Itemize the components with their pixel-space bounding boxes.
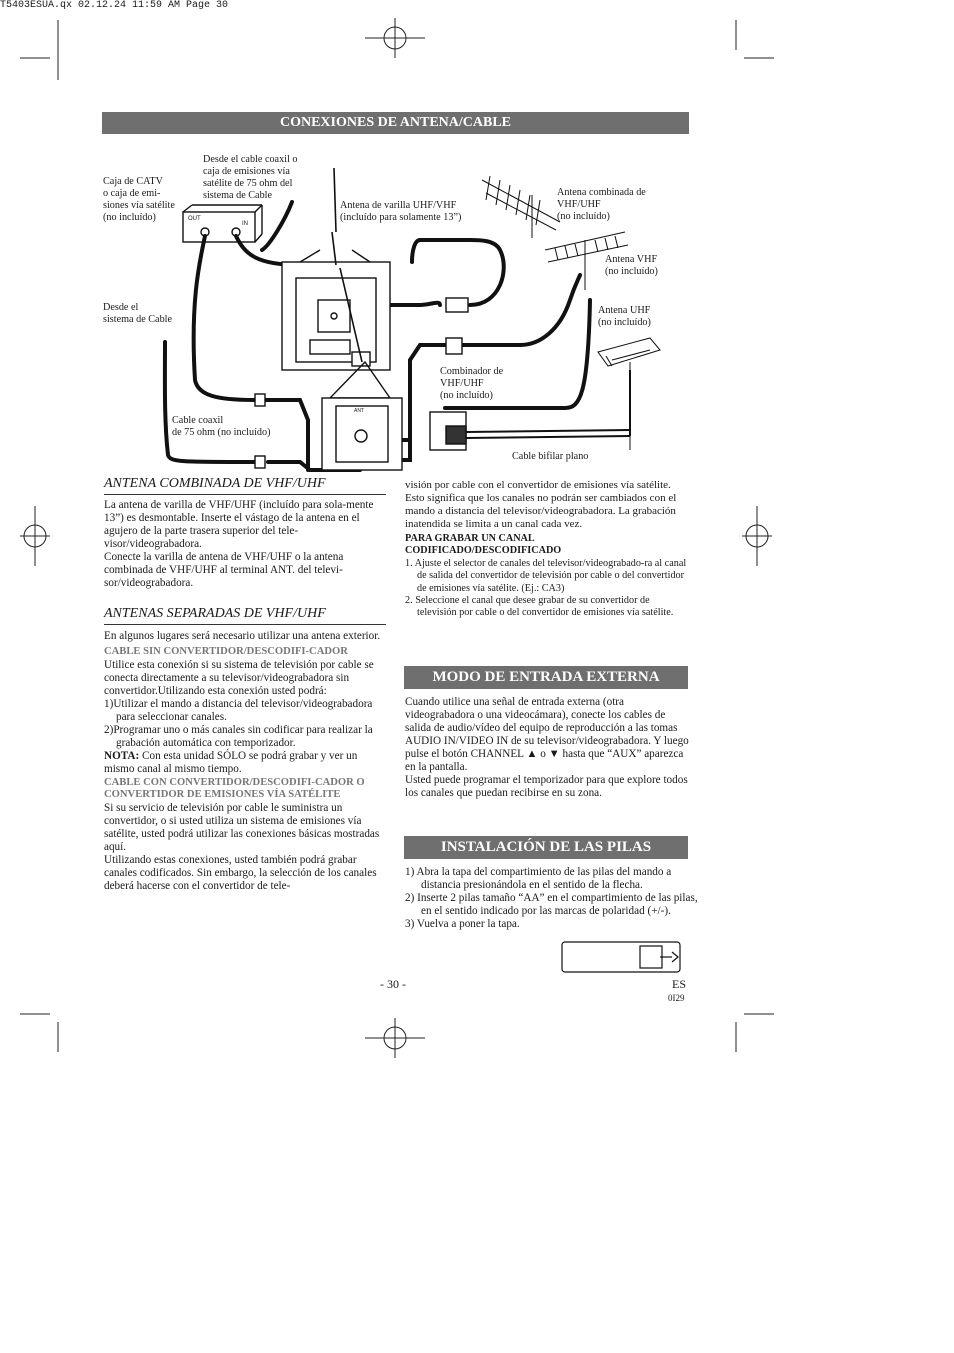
label-from-cable: Desde el sistema de Cable — [103, 302, 173, 325]
list-item-1: 1)Utilizar el mando a distancia del televisor/videograbadora para seleccionar canales. — [104, 698, 373, 723]
document-code: 0I29 — [668, 993, 685, 1003]
battery-step-3: 3) Vuelva a poner la tapa. — [405, 918, 520, 930]
battery-steps — [405, 866, 698, 931]
label-rod-antenna: Antena de varilla UHF/VHF (incluído para solamente 13”) — [340, 200, 462, 223]
remote-illustration — [562, 942, 680, 972]
left-column-bottom — [104, 630, 386, 893]
para-no-converter: Utilice esta conexión si su sistema de televisión por cable se conecta directamente a su televisor/videograbadora sin convertidor.Utilizando esta conexión usted podrá: — [104, 659, 374, 697]
list-item-2: 2)Programar uno o más canales sin codificar para realizar la grabación automática con temporizador. — [104, 724, 373, 749]
label-catv-box: Caja de CATV o caja de emi- siones vía satélite (no incluído) — [103, 176, 175, 223]
left-column-top — [104, 499, 386, 590]
note-label: NOTA: — [104, 750, 140, 762]
label-box-out: OUT — [188, 216, 201, 222]
header-batteries: INSTALACIÓN DE LAS PILAS — [404, 836, 688, 859]
para-converter-service: Si su servicio de televisión por cable le suministra un convertidor, o si usted utiliza un sistema de emisiones vía satélite, usted podrá utilizar las conexiones básicas mostradas aquí. — [104, 802, 380, 853]
battery-step-2: 2) Inserte 2 pilas tamaño “AA” en el compartimiento de las pilas, en el sentido indicado por las marcas de polaridad (+/-). — [405, 892, 698, 917]
label-combiner: Combinador de VHF/UHF (no incluído) — [440, 366, 504, 401]
para-channel-limit: visión por cable con el convertidor de emisiones vía satélite. Esto significa que los canales no podrán ser cambiados con el mando a distancia del televisor/videograbadora. La grabación inatendida se limita a un canal cada vez. — [405, 479, 677, 530]
combiner — [430, 412, 466, 450]
para-coded-channels: Utilizando estas conexiones, usted también podrá grabar canales codificados. Sin embargo, la selección de los canales deberá hacerse con el convertidor de tele- — [104, 854, 377, 892]
para-timer-scan: Usted puede programar el temporizador para que explore todos los canales que puedan recibirse en su zona. — [405, 774, 688, 799]
label-uhf-antenna: Antena UHF (no incluído) — [598, 305, 651, 328]
sub-record-coded: PARA GRABAR UN CANAL CODIFICADO/DESCODIFICADO — [405, 533, 562, 557]
page-number: - 30 - — [380, 977, 406, 991]
tv-back — [282, 250, 390, 370]
sub-no-converter: CABLE SIN CONVERTIDOR/DESCODIFI-CADOR — [104, 646, 348, 657]
label-ant-tag: ANT — [354, 408, 364, 414]
ant-zoom — [322, 362, 402, 470]
external-text — [405, 696, 689, 800]
label-from-coax: Desde el cable coaxil o caja de emisiones vía satélite de 75 ohm del sistema de Cable — [203, 154, 298, 201]
header-antenna-cable: CONEXIONES DE ANTENA/CABLE — [102, 112, 689, 134]
record-step-2: 2. Seleccione el canal que desee grabar de su convertidor de televisión por cable o del convertidor de emisiones vía satélite. — [405, 595, 674, 619]
para-note — [104, 750, 386, 776]
catv-box — [183, 205, 262, 242]
sub-with-converter: CABLE CON CONVERTIDOR/DESCODIFI-CADOR O CONVERTIDOR DE EMISIONES VÍA SATÉLITE — [104, 777, 365, 800]
language-code: ES — [672, 977, 687, 991]
battery-step-1: 1) Abra la tapa del compartimiento de las pilas del mando a distancia presionándola en el sentido de la flecha. — [405, 866, 672, 891]
header-external-input: MODO DE ENTRADA EXTERNA — [404, 666, 688, 689]
para-rod-removable: La antena de varilla de VHF/UHF (incluído para sola-mente 13”) es desmontable. Inserte el vástago de la antena en el agujero de la parte trasera superior del tele-visor/videograbadora. — [104, 499, 374, 550]
label-combo-antenna: Antena combinada de VHF/UHF (no incluído) — [557, 187, 646, 222]
note-text: Con esta unidad SÓLO se podrá grabar y ver un mismo canal al mismo tiempo. — [104, 750, 358, 775]
para-outdoor: En algunos lugares será necesario utilizar una antena exterior. — [104, 630, 381, 642]
para-connect-rod: Conecte la varilla de antena de VHF/UHF o la antena combinada de VHF/UHF al terminal ANT. del televi-sor/videograbadora. — [104, 551, 344, 589]
label-box-in: IN — [242, 221, 248, 227]
para-external-input: Cuando utilice una señal de entrada externa (otra videograbadora o una videocámara), conecte los cables de salida de audio/vídeo del equipo de reproducción a las tomas AUDIO IN/VIDEO IN de su televisor/videograbadora. Y luego pulse el botón CHANNEL ▲ o ▼ hasta que “AUX” aparezca en la pantalla. — [405, 696, 689, 773]
title-separate-antennas: ANTENAS SEPARADAS DE VHF/UHF — [104, 606, 386, 625]
title-combo-antenna: ANTENA COMBINADA DE VHF/UHF — [104, 476, 386, 495]
file-slug: T5403ESUA.qx 02.12.24 11:59 AM Page 30 — [0, 0, 229, 11]
right-column-top — [405, 479, 689, 620]
label-twin-lead: Cable bifilar plano — [512, 451, 589, 462]
record-step-1: 1. Ajuste el selector de canales del televisor/videograbado-ra al canal de salida del convertidor de televisión por cable o del convertidor de emisiones vía satélite. (Ej.: CA3) — [405, 557, 687, 594]
label-coax-cable: Cable coaxil de 75 ohm (no incluído) — [172, 415, 271, 438]
label-vhf-antenna: Antena VHF (no incluído) — [605, 254, 658, 277]
